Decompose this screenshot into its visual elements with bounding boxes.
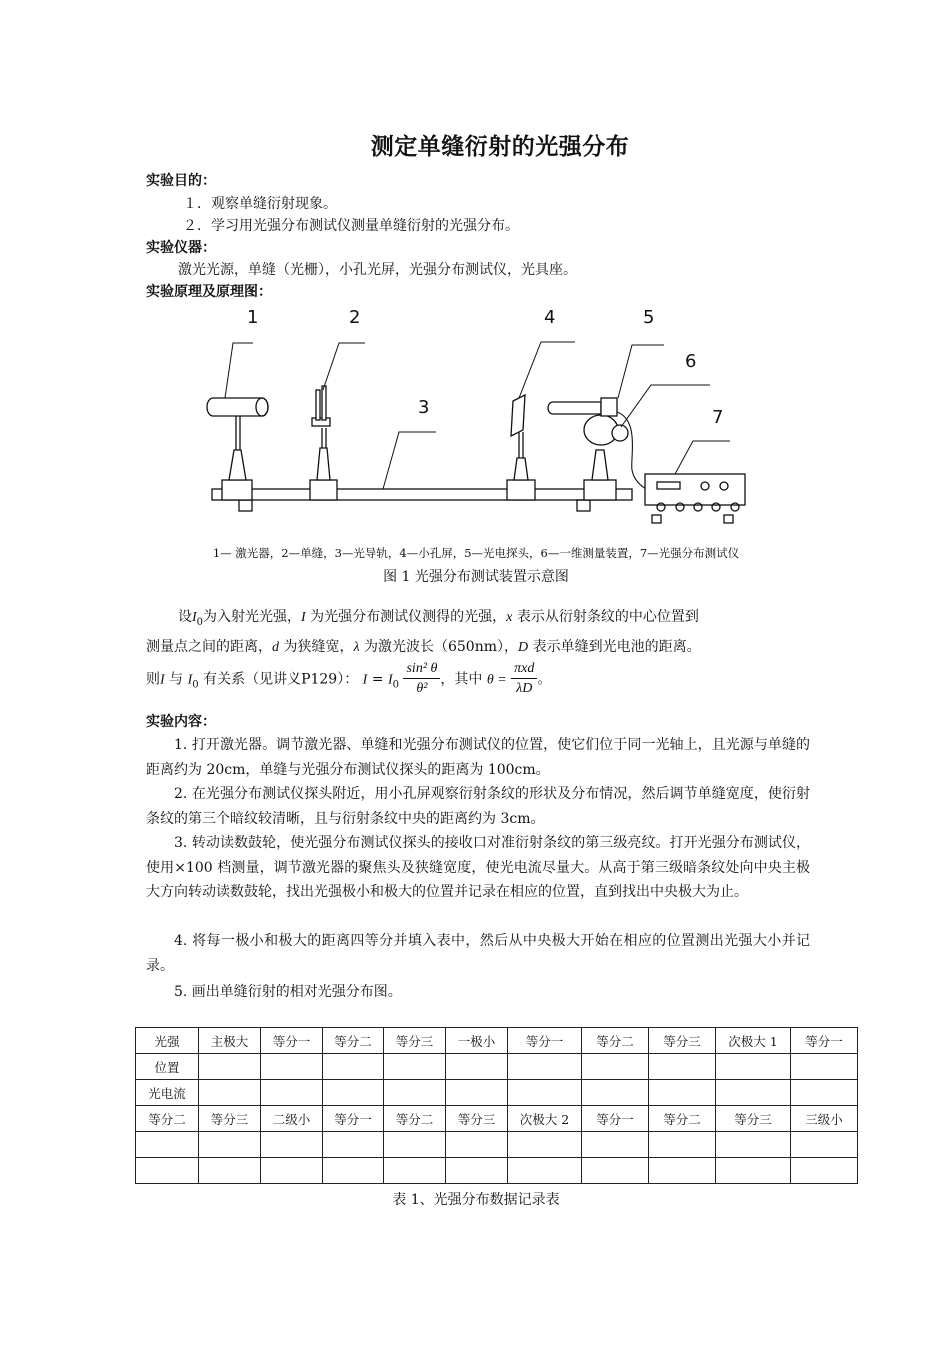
table-cell [323, 1054, 384, 1080]
light-intensity-meter [645, 474, 745, 523]
table-cell [261, 1080, 323, 1106]
table-cell [582, 1054, 649, 1080]
formula-line-2: 测量点之间的距离，d 为狭缝宽，λ 为激光波长（650nm），D 表示单缝到光电池的距离。 [146, 639, 701, 655]
content-heading: 实验内容： [146, 714, 216, 730]
table-cell [582, 1158, 649, 1184]
apparatus-text: 激光光源，单缝（光栅），小孔光屏，光强分布测试仪，光具座。 [178, 262, 577, 278]
table-cell [716, 1132, 791, 1158]
content-step-5: 5. 画出单缝衍射的相对光强分布图。 [174, 984, 402, 1000]
table-cell [649, 1054, 716, 1080]
formula-line-1: 设$I_0$为入射光光强，I 为光强分布测试仪测得的光强，x 表示从衍射条纹的中心位置到 [178, 609, 699, 628]
table-cell [446, 1054, 508, 1080]
theta-fraction: $\frac{\text{πxd}}{\lambda D}$ [511, 660, 537, 699]
table-cell [323, 1132, 384, 1158]
table-cell [261, 1054, 323, 1080]
detector-assembly [548, 398, 648, 500]
table-cell: 等分三 [384, 1028, 446, 1054]
aperture-screen-assembly [507, 395, 535, 500]
table-cell [261, 1158, 323, 1184]
table-cell [199, 1132, 261, 1158]
part-number-4: 4 [544, 307, 556, 328]
page-title: 测定单缝衍射的光强分布 [370, 134, 630, 160]
part-number-5: 5 [643, 307, 655, 328]
table-cell [791, 1132, 858, 1158]
table-cell [199, 1158, 261, 1184]
formula-line-3: 则I 与 $I_0$ 有关系（见讲义P129）： $I = I_0$ $\frac{\text{sin² θ}}{\text{θ²}}$ ，其中 θ = $\frac{\text{πxd}}{\lambda D}$ 。 [146, 660, 551, 699]
part-number-1: 1 [247, 307, 259, 328]
table-row [136, 1158, 858, 1184]
table-cell [791, 1158, 858, 1184]
table-cell [508, 1132, 582, 1158]
part-number-2: 2 [349, 307, 361, 328]
table-cell: 一极小 [446, 1028, 508, 1054]
figure-caption: 图 1 光强分布测试装置示意图 [383, 569, 569, 585]
table-cell: 等分二 [582, 1028, 649, 1054]
table-row [136, 1132, 858, 1158]
data-record-table [135, 1027, 858, 1184]
table-row [136, 1054, 858, 1080]
table-cell [582, 1080, 649, 1106]
table-cell [649, 1132, 716, 1158]
table-row [136, 1106, 858, 1132]
table-cell [791, 1054, 858, 1080]
optical-rail [212, 489, 632, 500]
principle-heading: 实验原理及原理图： [146, 284, 272, 300]
table-cell: 光强 [136, 1028, 199, 1054]
table-cell [446, 1132, 508, 1158]
table-cell [508, 1080, 582, 1106]
part-number-3: 3 [418, 397, 430, 418]
table-cell [649, 1158, 716, 1184]
table-cell: 三级小 [791, 1106, 858, 1132]
table-cell [582, 1132, 649, 1158]
table-cell: 等分一 [323, 1106, 384, 1132]
table-cell: 等分二 [649, 1106, 716, 1132]
content-step-2: 2. 在光强分布测试仪探头附近，用小孔屏观察衍射条纹的形状及分布情况，然后调节单缝宽度，使衍射条纹的第三个暗纹较清晰，且与衍射条纹中央的距离约为 3cm。 [146, 786, 810, 827]
table-cell [446, 1158, 508, 1184]
leader-lines [225, 342, 730, 489]
table-cell: 光电流 [136, 1080, 199, 1106]
table-cell [716, 1158, 791, 1184]
table-cell: 等分三 [716, 1106, 791, 1132]
table-cell [199, 1080, 261, 1106]
part-number-7: 7 [712, 407, 724, 428]
table-cell: 二级小 [261, 1106, 323, 1132]
table-cell [136, 1158, 199, 1184]
table-cell: 等分一 [791, 1028, 858, 1054]
purpose-item-2: ２．学习用光强分布测试仪测量单缝衍射的光强分布。 [183, 218, 519, 234]
laser-assembly [207, 398, 268, 500]
table-cell [716, 1080, 791, 1106]
table-cell [791, 1080, 858, 1106]
table-cell [446, 1080, 508, 1106]
apparatus-diagram [140, 300, 820, 540]
content-step-4: 4. 将每一极小和极大的距离四等分并填入表中，然后从中央极大开始在相应的位置测出光强大小并记录。 [146, 933, 810, 974]
purpose-heading: 实验目的： [146, 173, 216, 189]
table-cell [323, 1158, 384, 1184]
table-cell [508, 1158, 582, 1184]
slit-assembly [310, 386, 337, 500]
table-cell [384, 1132, 446, 1158]
table-cell: 等分三 [649, 1028, 716, 1054]
intensity-fraction: $\frac{\text{sin² θ}}{\text{θ²}}$ [403, 660, 440, 699]
part-number-6: 6 [685, 351, 697, 372]
table-cell [508, 1054, 582, 1080]
table-cell [136, 1132, 199, 1158]
rail-foot-left [239, 500, 252, 511]
table-cell: 等分三 [199, 1106, 261, 1132]
content-step-1: 1. 打开激光器。调节激光器、单缝和光强分布测试仪的位置，使它们位于同一光轴上，且光源与单缝的距离约为 20cm，单缝与光强分布测试仪探头的距离为 100cm。 [146, 737, 810, 778]
equation-lhs: I [362, 672, 368, 688]
table-cell [384, 1158, 446, 1184]
purpose-item-1: １．观察单缝衍射现象。 [183, 196, 337, 212]
table-cell [384, 1080, 446, 1106]
table-cell [261, 1132, 323, 1158]
rail-foot-right [577, 500, 590, 511]
table-cell: 次极大 1 [716, 1028, 791, 1054]
table-cell: 等分三 [446, 1106, 508, 1132]
table-cell: 次极大 2 [508, 1106, 582, 1132]
figure-legend: 1— 激光器，2—单缝，3—光导轨，4—小孔屏，5—光电探头，6—一维测量装置，7—光强分布测试仪 [212, 546, 740, 560]
content-step-3: 3. 转动读数鼓轮，使光强分布测试仪探头的接收口对准衍射条纹的第三级亮纹。打开光强分布测试仪，使用×100 档测量，调节激光器的聚焦头及狭缝宽度，使光电流尽量大。从高于第三级暗条纹处向中央主极大方向转动读数鼓轮，找出光强极小和极大的位置并记录在相应的位置，直到找出中央极大为止。 [146, 835, 810, 900]
table-cell: 位置 [136, 1054, 199, 1080]
table-cell: 等分一 [261, 1028, 323, 1054]
table-cell [384, 1054, 446, 1080]
table-row [136, 1028, 858, 1054]
table-cell [716, 1054, 791, 1080]
table-cell [323, 1080, 384, 1106]
table-cell: 等分二 [136, 1106, 199, 1132]
table-cell: 等分一 [582, 1106, 649, 1132]
table-row [136, 1080, 858, 1106]
table-cell: 等分二 [384, 1106, 446, 1132]
apparatus-heading: 实验仪器： [146, 240, 216, 256]
table-cell: 等分二 [323, 1028, 384, 1054]
table-cell: 主极大 [199, 1028, 261, 1054]
table-cell [649, 1080, 716, 1106]
table-caption: 表 1、光强分布数据记录表 [392, 1192, 560, 1208]
table-cell [199, 1054, 261, 1080]
table-cell: 等分一 [508, 1028, 582, 1054]
